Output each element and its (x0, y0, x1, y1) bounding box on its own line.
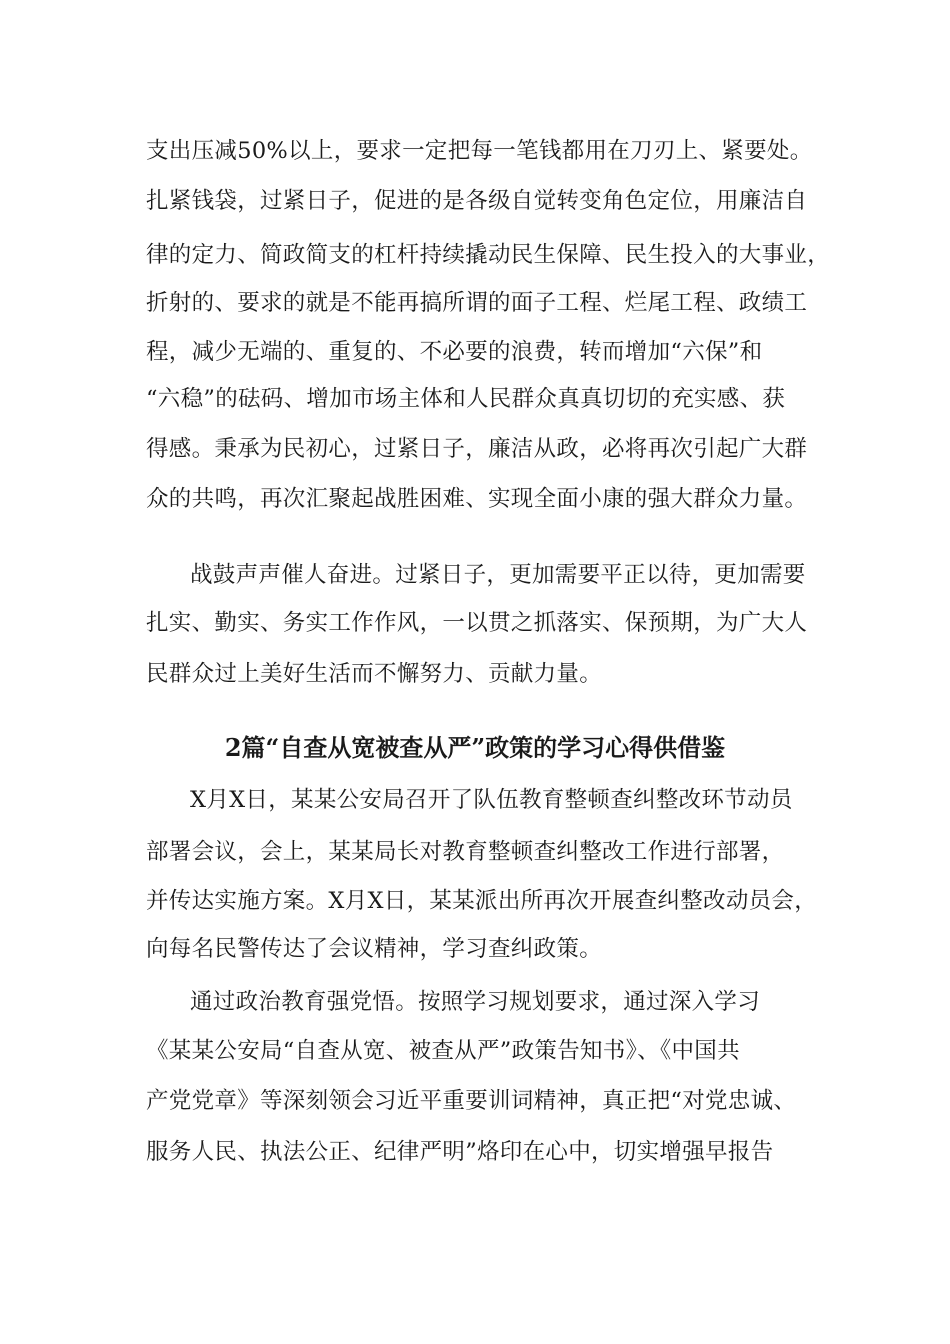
text-line: 扎实、勤实、务实工作作风，一以贯之抓落实、保预期，为广大人 (146, 610, 808, 636)
text-line: 民群众过上美好生活而不懈努力、贡献力量。 (146, 661, 603, 687)
text-line: 程，减少无端的、重复的、不必要的浪费，转而增加“六保”和 (146, 339, 763, 365)
text-line: 通过政治教育强党悟。按照学习规划要求，通过深入学习 (190, 989, 761, 1015)
text-line: 律的定力、简政简支的杠杆持续撬动民生保障、民生投入的大事业， (146, 242, 831, 268)
text-line: 产党党章》等深刻领会习近平重要训词精神，真正把“对党忠诚、 (146, 1088, 797, 1114)
text-line: 《某某公安局“自查从宽、被查从严”政策告知书》、《中国共 (146, 1038, 740, 1064)
text-line: 向每名民警传达了会议精神，学习查纠政策。 (146, 936, 603, 962)
text-line: X月X日，某某公安局召开了队伍教育整顿查纠整改环节动员 (190, 787, 793, 813)
text-line: “六稳”的砝码、增加市场主体和人民群众真真切切的充实感、获 (146, 386, 786, 412)
text-line: 支出压减50%以上，要求一定把每一笔钱都用在刀刃上、紧要处。 (146, 138, 813, 164)
section-heading: 2篇“自查从宽被查从严”政策的学习心得供借鉴 (224, 733, 726, 762)
text-line: 得感。秉承为民初心，过紧日子，廉洁从政，必将再次引起广大群 (146, 436, 808, 462)
text-line: 服务人民、执法公正、纪律严明”烙印在心中，切实增强早报告 (146, 1139, 774, 1165)
text-line: 扎紧钱袋，过紧日子，促进的是各级自觉转变角色定位，用廉洁自 (146, 188, 808, 214)
text-line: 并传达实施方案。X月X日，某某派出所再次开展查纠整改动员会， (146, 888, 818, 914)
text-line: 众的共鸣，再次汇聚起战胜困难、实现全面小康的强大群众力量。 (146, 486, 808, 512)
text-line: 折射的、要求的就是不能再搞所谓的面子工程、烂尾工程、政绩工 (146, 290, 808, 316)
text-line: 战鼓声声催人奋进。过紧日子，更加需要平正以待，更加需要 (190, 562, 806, 588)
text-line: 部署会议，会上，某某局长对教育整顿查纠整改工作进行部署， (146, 839, 785, 865)
